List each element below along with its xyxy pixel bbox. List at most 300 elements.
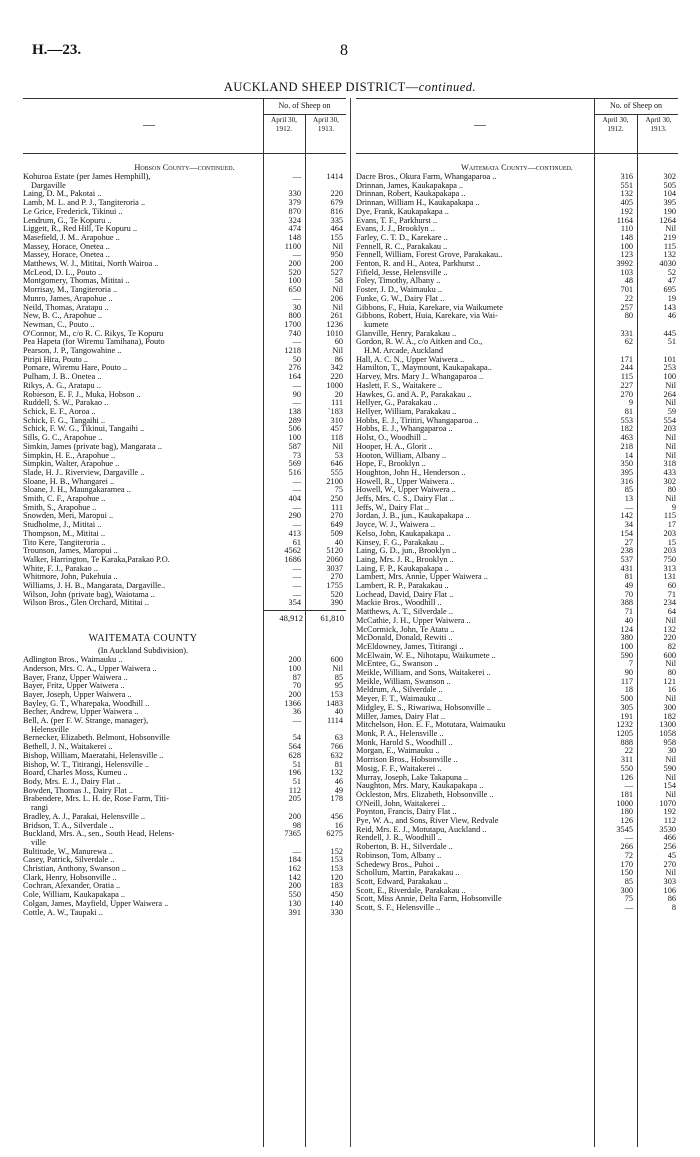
sheep-1912: — (292, 572, 301, 582)
owner-name: White, F. J., Parakao .. (23, 564, 98, 573)
owner-name: Walker, Harrington, Te Karaka,Parakao P.O. (23, 555, 170, 564)
owner-name: Bell, A. (per F. W. Strange, manager), (23, 717, 149, 726)
sheep-1912: 1686 (284, 554, 301, 564)
sheep-1912: 50 (292, 354, 301, 364)
owner-name: Whitmore, John, Pukehuia .. (23, 573, 118, 582)
sheep-1913: 310 (330, 415, 343, 425)
sheep-1912: 81 (624, 572, 633, 582)
sheep-1913: Nil (332, 241, 343, 251)
sheep-1913: 206 (330, 293, 343, 303)
sheep-1913: 1414 (326, 172, 343, 181)
owner-name: Helensville (31, 725, 69, 734)
owner-name: Scott, Edward, Parakakau .. (356, 877, 448, 886)
owner-name: Gibbons, F., Huia, Karekare, via Waikumete (356, 303, 503, 312)
sheep-1913: 679 (330, 198, 343, 208)
sheep-1913: Nil (332, 441, 343, 451)
owner-name: Jordan, J. B., jun., Kaukapakapa .. (356, 512, 470, 521)
sheep-1912: — (624, 502, 633, 512)
sheep-1912: — (292, 502, 301, 512)
sheep-1913: 30 (667, 746, 676, 756)
date-1913-header: April 30, 1913. (313, 116, 339, 133)
sheep-1912: 520 (288, 267, 301, 277)
sheep-1912: 73 (292, 450, 301, 460)
sheep-1913: 649 (330, 520, 343, 530)
sheep-1912: 142 (620, 511, 633, 521)
sheep-1912: 181 (620, 789, 633, 799)
sheep-1912: 227 (620, 380, 633, 390)
sheep-1912: 48 (624, 276, 633, 286)
sheep-1913: 600 (663, 650, 676, 660)
owner-name: Lamb, M. L. and P. J., Tangiteroria .. (23, 199, 146, 208)
sheep-1913: 152 (330, 846, 343, 856)
sheep-1912: 154 (620, 528, 633, 538)
owner-name: Hellyer, William, Parakakau .. (356, 407, 457, 416)
sheep-1913: 121 (663, 676, 676, 686)
sheep-1913: Nil (665, 380, 676, 390)
owner-name: Dacre Bros., Okura Farm, Whangaparoa .. (356, 173, 497, 181)
sheep-1912: 142 (288, 872, 301, 882)
sheep-1912: 1164 (616, 215, 633, 225)
sheep-1913: 466 (663, 833, 676, 843)
owner-name: McElwain, W. E., Nihotapu, Waikumete .. (356, 651, 496, 660)
sheep-1913: 6275 (326, 829, 343, 839)
sheep-1913: 45 (667, 850, 676, 860)
owner-name: Studholme, J., Mititai .. (23, 521, 102, 530)
date-1912-header: April 30, 1912. (271, 116, 297, 133)
sheep-1913: Nil (332, 285, 343, 295)
owner-name: Lambert, R. P., Parakakau .. (356, 582, 449, 591)
owner-name: Scott, E., Riverdale, Parakakau .. (356, 886, 466, 895)
sheep-1913: Nil (665, 755, 676, 765)
owner-name: O'Neill, John, Waitakerei .. (356, 799, 446, 808)
owner-name: Meldrum, A., Silverdale .. (356, 686, 443, 695)
hobson-county-list (23, 173, 346, 608)
owner-name: Rendell, J. R., Woodhill .. (356, 834, 442, 843)
sheep-1913: 40 (334, 537, 343, 547)
owner-name: Schick, E. F., Aoroa .. (23, 407, 96, 416)
sheep-1912: — (292, 380, 301, 390)
table-row (23, 173, 346, 182)
sheep-1912: 164 (288, 372, 301, 382)
owner-name: Naughton, Mrs. Mary, Kaukapakapa .. (356, 782, 484, 791)
owner-name: Neild, Thomas, Aratapu .. (23, 303, 109, 312)
sheep-1912: 72 (624, 850, 633, 860)
sheep-1913: 1264 (659, 215, 676, 225)
sheep-1912: 100 (288, 663, 301, 673)
sheep-1913: `183 (327, 406, 343, 416)
owner-name: Drinnan, Robert, Kaukapakapa .. (356, 190, 466, 199)
owner-name: kumete (364, 320, 389, 329)
sheep-1913: 220 (330, 372, 343, 382)
owner-name: Cole, William, Kaukapakapa .. (23, 891, 126, 900)
owner-name: Laing, Mrs. J. R., Brooklyn .. (356, 555, 454, 564)
sheep-1912: — (292, 846, 301, 856)
owner-name: Dargaville (31, 181, 66, 190)
owner-name: Pearson, J. P., Tangowahine .. (23, 347, 122, 356)
sheep-1913: 131 (663, 572, 676, 582)
sheep-1913: 49 (334, 785, 343, 795)
sheep-1912: 474 (288, 224, 301, 234)
title-continued: continued. (418, 80, 477, 94)
sheep-1913: Nil (665, 868, 676, 878)
header-rule (637, 114, 638, 153)
owner-name: Mackie Bros., Woodhill .. (356, 599, 442, 608)
sheep-1912: — (624, 781, 633, 791)
sheep-1912: 126 (620, 816, 633, 826)
sheep-1913: 2100 (326, 476, 343, 486)
sheep-1913: 445 (663, 328, 676, 338)
sheep-1913: 20 (334, 389, 343, 399)
sheep-1912: — (292, 293, 301, 303)
owner-name: Reid, Mrs. E. J., Motutapu, Auckland .. (356, 825, 487, 834)
sheep-1912: 103 (620, 267, 633, 277)
owner-name: Clark, Henry, Hobsonville .. (23, 873, 117, 882)
sheep-1912: 1100 (284, 241, 301, 251)
page-header (0, 42, 700, 62)
sheep-1912: 110 (620, 224, 633, 234)
owner-name: Rikys, A. G., Aratapu .. (23, 381, 101, 390)
sheep-1912: 87 (292, 672, 301, 682)
owner-name: Scott, Miss Annie, Delta Farm, Hobsonville (356, 895, 502, 904)
sheep-1912: 40 (624, 615, 633, 625)
owner-name: Meikle, William, and Sons, Waitakerei .. (356, 669, 491, 678)
owner-name: Wilson Bros., Glen Orchard, Mititai .. (23, 599, 149, 608)
owner-name: Schollum, Martin, Parakakau .. (356, 869, 460, 878)
sheep-1913: 318 (663, 459, 676, 469)
sheep-1913: 1058 (659, 729, 676, 738)
owner-name: Thompson, M., Mititai .. (23, 529, 106, 538)
sheep-1913: 632 (330, 750, 343, 760)
sheep-1912: 200 (288, 881, 301, 891)
owner-name: Robieson, E. F. J., Muka, Hobson .. (23, 390, 141, 399)
sheep-1913: 80 (667, 668, 676, 678)
owner-name: Cochran, Alexander, Oratia .. (23, 882, 121, 891)
sheep-1913: Nil (665, 694, 676, 704)
sheep-1912: 150 (620, 868, 633, 878)
sheep-1912: — (292, 476, 301, 486)
sheep-1913: 111 (331, 502, 343, 512)
sheep-1913: 527 (330, 267, 343, 277)
sheep-1912: 130 (288, 898, 301, 908)
sheep-1912: 192 (620, 206, 633, 216)
sheep-1912: 289 (288, 415, 301, 425)
sheep-1912: — (292, 589, 301, 599)
owner-name: Pea Hapeta (for Wiremu Tamihana), Pouto (23, 338, 165, 347)
owner-name: Murray, Joseph, Lake Takapuna .. (356, 773, 469, 782)
sheep-1912: 171 (620, 354, 633, 364)
sheep-1912: 200 (288, 259, 301, 269)
sheep-1913: 520 (330, 589, 343, 599)
owner-name: Mosig, F. F., Waitakerei .. (356, 764, 442, 773)
owner-name: Laing, G. D., jun., Brooklyn .. (356, 547, 457, 556)
owner-name: McEntee, G., Swanson .. (356, 660, 439, 669)
sheep-1912: 1218 (284, 346, 301, 356)
sheep-1912: 463 (620, 433, 633, 443)
owner-name: Williams, J. H. B., Mangarata, Dargaville.. (23, 582, 166, 591)
owner-name: ville (31, 838, 46, 847)
sheep-1912: 311 (620, 755, 633, 765)
sheep-1912: 405 (620, 198, 633, 208)
page-title (0, 80, 700, 95)
sheep-1913: Nil (665, 659, 676, 669)
sheep-1912: 138 (288, 406, 301, 416)
section-heading: Hobson County—continued. (134, 163, 235, 172)
sheep-1913: 178 (330, 794, 343, 804)
sheep-1912: 30 (292, 302, 301, 312)
sheep-1913: 132 (663, 624, 676, 634)
sheep-1913: 203 (663, 546, 676, 556)
sheep-1912: 123 (620, 250, 633, 260)
sheep-1913: 106 (663, 885, 676, 895)
sheep-1912: 316 (620, 172, 633, 181)
owner-name: Kohuroa Estate (per James Hemphill), (23, 173, 151, 181)
sheep-1912: 51 (292, 777, 301, 786)
sheep-1912: 22 (624, 293, 633, 303)
owner-name: Gibbons, Robert, Huia, Karekare, via Wai- (356, 312, 498, 321)
sheep-1913: Nil (332, 346, 343, 356)
owner-name: Board, Charles Moss, Kumeu .. (23, 769, 128, 778)
sheep-1912: 587 (288, 441, 301, 451)
sheep-1913: 1483 (326, 698, 343, 708)
sheep-1912: 404 (288, 494, 301, 504)
sheep-1912: 888 (620, 737, 633, 747)
sheep-1913: Nil (665, 772, 676, 782)
sheep-1912: 276 (288, 363, 301, 373)
sheep-1912: 800 (288, 311, 301, 321)
table-header (23, 98, 346, 154)
table-row (23, 795, 346, 804)
sheep-1912: 49 (624, 581, 633, 591)
sheep-1912: 13 (624, 494, 633, 504)
sheep-1912: 191 (620, 711, 633, 721)
sheep-1913: 60 (334, 337, 343, 347)
sheep-1912: 740 (288, 328, 301, 338)
sheep-1912: 218 (620, 441, 633, 451)
right-rows (356, 154, 678, 913)
owner-name: Roberton, B. H., Silverdale .. (356, 843, 453, 852)
sheep-1912: 85 (624, 485, 633, 495)
sheep-1912: 115 (620, 372, 633, 382)
sheep-1913: 17 (667, 520, 676, 530)
sheep-1912: — (292, 485, 301, 495)
sheep-1912: 100 (620, 641, 633, 651)
sheep-1912: — (624, 903, 633, 913)
sheep-1913: 270 (330, 572, 343, 582)
sheep-1912: 75 (624, 894, 633, 904)
owner-name: Jeffs, Mrs. C. S., Dairy Flat .. (356, 495, 454, 504)
owner-name: Howell, R., Upper Waiwera .. (356, 477, 455, 486)
sheep-1912: 3992 (616, 259, 633, 269)
sheep-1913: 600 (330, 655, 343, 665)
owner-name: Colgan, James, Mayfield, Upper Waiwera .. (23, 899, 169, 908)
sheep-1912: 388 (620, 598, 633, 608)
sheep-1913: 313 (663, 563, 676, 573)
owner-name: Foster, J. D., Waimauku .. (356, 286, 442, 295)
sheep-1913: 46 (334, 777, 343, 786)
sheep-1913: 154 (663, 781, 676, 791)
sheep-1912: 266 (620, 842, 633, 852)
owner-name: Hooper, H. A., Glorit .. (356, 442, 433, 451)
owner-name: Wilson, John (private bag), Waiotama .. (23, 590, 155, 599)
owner-name: Lochead, David, Dairy Flat .. (356, 590, 454, 599)
owner-name: Newman, C., Pouto .. (23, 320, 95, 329)
owner-name: O'Connor, M., c/o R. C. Rikys, Te Kopuru (23, 329, 164, 338)
sheep-1912: 62 (624, 337, 633, 347)
owner-name: McEldowney, James, Titirangi .. (356, 642, 464, 651)
sheep-1912: 270 (620, 389, 633, 399)
sheep-1912: 61 (292, 537, 301, 547)
sheep-1913: 71 (667, 589, 676, 599)
owner-name: Mitchelson, Hon. E. F., Motutara, Waimauku (356, 721, 506, 730)
owner-name: Simkin, James (private bag), Mangarata .. (23, 442, 162, 451)
sheep-1913: 16 (667, 685, 676, 695)
owner-name: Smith, C. F., Arapohue .. (23, 495, 106, 504)
sheep-1912: 537 (620, 554, 633, 564)
sheep-1913: 58 (334, 276, 343, 286)
owner-name: Morgan, E., Waimauku .. (356, 747, 440, 756)
sheep-1912: 22 (624, 746, 633, 756)
sheep-1912: 200 (288, 811, 301, 821)
sheep-1913: 750 (663, 554, 676, 564)
sheep-1912: — (292, 172, 301, 181)
sheep-1913: 155 (330, 232, 343, 242)
sheep-1912: 100 (620, 241, 633, 251)
sheep-1913: 153 (330, 864, 343, 874)
sheep-1913: Nil (665, 433, 676, 443)
waitemata-county-list (23, 656, 346, 917)
owner-name: Morrisay, M., Tangiteroria .. (23, 286, 118, 295)
owner-name: Fennell, William, Forest Grove, Parakakau.. (356, 251, 503, 260)
sheep-1913: 200 (330, 259, 343, 269)
sheep-1912: — (292, 581, 301, 591)
sheep-1912: 70 (292, 681, 301, 691)
sheep-1913: 220 (663, 633, 676, 643)
sheep-1913: 183 (330, 881, 343, 891)
sheep-1912: 500 (620, 694, 633, 704)
sheep-1913: 52 (667, 267, 676, 277)
sheep-1913: 457 (330, 424, 343, 434)
sheep-1912: 200 (288, 689, 301, 699)
owner-name: Pulham, J. B.. Onetea .. (23, 373, 102, 382)
sheep-1912: 553 (620, 415, 633, 425)
sheep-1912: — (624, 833, 633, 843)
owner-name: Lambert, Mrs. Annie, Upper Waiwera .. (356, 573, 488, 582)
owner-name: Gordon, R. W. A., c/o Aitken and Co., (356, 338, 483, 347)
sheep-1912: 180 (620, 807, 633, 817)
owner-name: Sloane, J. H., Maungakaramea .. (23, 486, 131, 495)
sheep-1913: 1114 (327, 716, 343, 726)
owner-name: Cottle, A. W., Taupaki .. (23, 908, 103, 917)
sheep-1913: 60 (667, 581, 676, 591)
sheep-1913: 143 (663, 302, 676, 312)
report-reference: H.—23. (32, 42, 82, 58)
sheep-1912: 27 (624, 537, 633, 547)
sheep-1913: Nil (332, 302, 343, 312)
owner-name: Schedewy Bros., Puhoi .. (356, 860, 440, 869)
section-heading: Waitemata County—continued. (461, 163, 573, 172)
date-1912-header: April 30, 1912. (602, 116, 629, 133)
sheep-1913: 433 (663, 467, 676, 477)
sheep-1913: 330 (330, 907, 343, 917)
owner-name: Bayley, G. T., Wharepaka, Woodhill .. (23, 699, 150, 708)
sheep-1912: 379 (288, 198, 301, 208)
sheep-1913: 203 (663, 528, 676, 538)
sheep-1912: 550 (620, 763, 633, 773)
table-row (23, 909, 346, 918)
sheep-1912: 70 (624, 589, 633, 599)
sheep-1912: 331 (620, 328, 633, 338)
sheep-1913: 40 (334, 707, 343, 717)
owner-name: Simpkin, Walter, Arapohue .. (23, 460, 120, 469)
sheep-1912: 354 (288, 598, 301, 608)
owner-name: Hamilton, T., Maymount, Kaukapakapa.. (356, 364, 492, 373)
sheep-1912: 1700 (284, 319, 301, 329)
owner-name: Munro, James, Arapohue .. (23, 294, 113, 303)
sheep-1913: 456 (330, 811, 343, 821)
sheep-1913: 95 (334, 681, 343, 691)
owner-name: Brabendere, Mrs. L. H. de, Rose Farm, Titi- (23, 795, 169, 804)
sheep-1912: 9 (628, 398, 633, 408)
owner-name: H.M. Arcade, Auckland (364, 347, 444, 356)
sheep-1912: 506 (288, 424, 301, 434)
owner-name: Masefield, J. M.. Arapohue .. (23, 233, 120, 242)
sheep-1913: 9 (671, 502, 676, 512)
sheep-1913: 3530 (659, 824, 676, 834)
sheep-1913: 112 (663, 816, 676, 826)
sheep-1913: 464 (330, 224, 343, 234)
sheep-1913: 509 (330, 528, 343, 538)
name-column-header: — (143, 117, 155, 131)
sheep-1912: 431 (620, 563, 633, 573)
sheep-1913: 303 (663, 876, 676, 886)
sheep-1912: 1366 (284, 698, 301, 708)
sheep-1913: 1236 (326, 319, 343, 329)
owner-name: Adlington Bros., Waimauku .. (23, 656, 123, 665)
sheep-1913: 115 (663, 241, 676, 251)
sheep-1912: 305 (620, 702, 633, 712)
sheep-1912: — (292, 716, 301, 726)
owner-name: McCathie, J. H., Upper Waiwera .. (356, 616, 471, 625)
sheep-1913: 1755 (326, 581, 343, 591)
owner-name: Body, Mrs. E. J., Dairy Flat .. (23, 778, 121, 786)
sheep-1913: 250 (330, 494, 343, 504)
sheep-1912: 36 (292, 707, 301, 717)
owner-name: Hobbs, E. J., Whangaparoa .. (356, 425, 453, 434)
sheep-1912: 244 (620, 363, 633, 373)
owner-name: Evans, T. F., Parkhurst .. (356, 216, 438, 225)
sheep-1912: 569 (288, 459, 301, 469)
title-main: AUCKLAND SHEEP DISTRICT— (223, 80, 419, 94)
sheep-1912: 238 (620, 546, 633, 556)
owner-name: Hellyer, G., Parakakau .. (356, 399, 438, 408)
sheep-1913: 302 (663, 476, 676, 486)
owner-name: Bowden, Thomas J., Dairy Flat .. (23, 786, 134, 795)
owner-name: Drinnan, William H., Kaukapakapa .. (356, 199, 480, 208)
owner-name: Snowden, Meri, Maropui .. (23, 512, 114, 521)
owner-name: Schick, F. W. G., Tikinui, Tangaihi .. (23, 425, 145, 434)
owner-name: Dye, Frank, Kaukapakapa .. (356, 207, 449, 216)
county-subheading: (In Auckland Subdivision). (97, 646, 189, 656)
sheep-1913: 63 (334, 733, 343, 743)
sheep-1913: 302 (663, 172, 676, 181)
sheep-1912: 257 (620, 302, 633, 312)
owner-name: Funke, G. W., Dairy Flat .. (356, 294, 445, 303)
owner-name: Kelso, John, Kaukapakapa .. (356, 529, 451, 538)
sheep-1912: 100 (288, 276, 301, 286)
sheep-1913: 111 (331, 398, 343, 408)
sheep-1912: 1232 (616, 720, 633, 730)
owner-name: Anderson, Mrs. C. A., Upper Waiwera .. (23, 664, 157, 673)
